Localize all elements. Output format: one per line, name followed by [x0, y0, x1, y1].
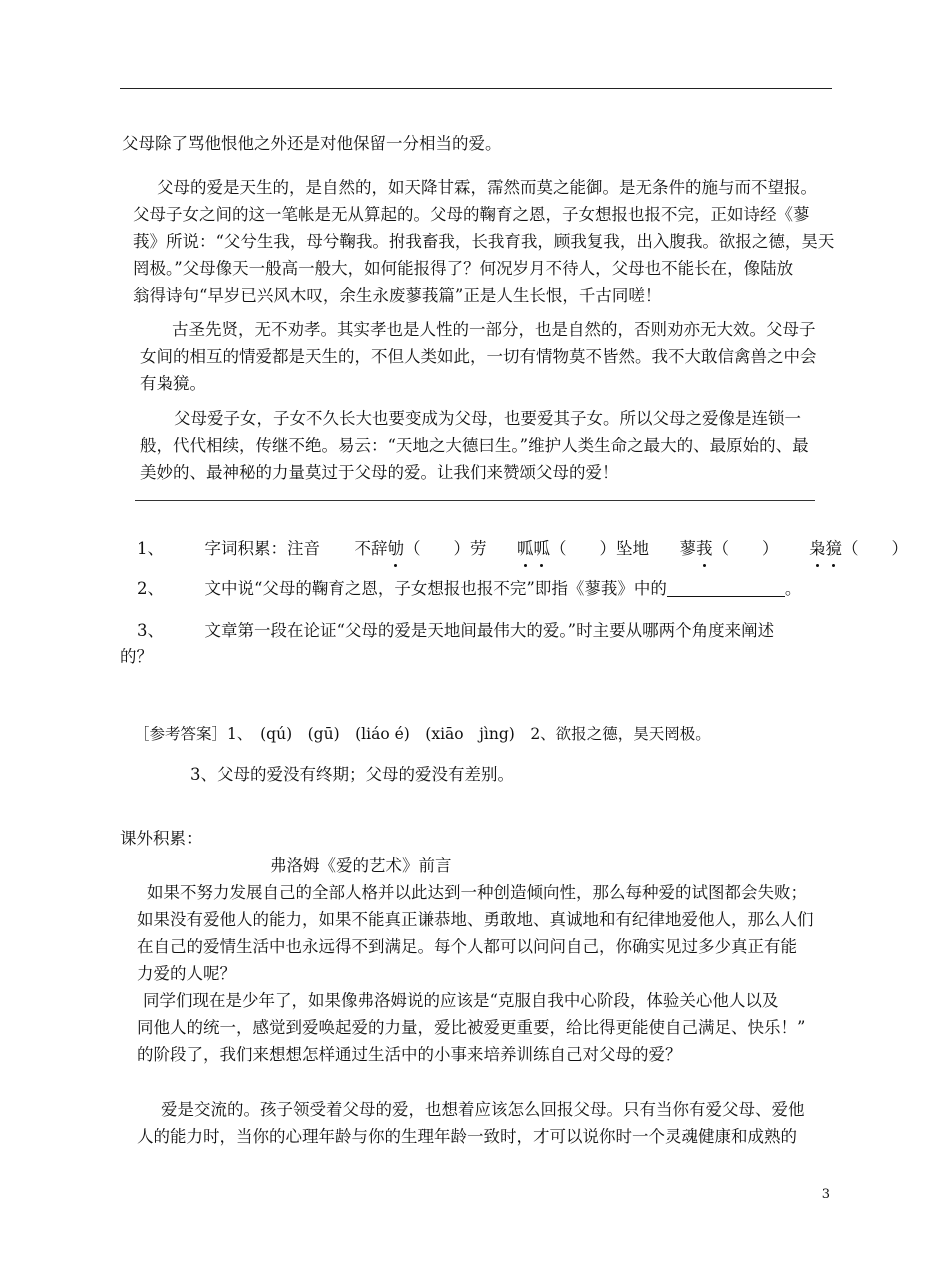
question-2 — [137, 576, 801, 602]
passage-p2-line: 女间的相互的情爱都是天生的，不但人类如此，一切有情物莫不皆然。我不大敢信禽兽之中会 — [140, 347, 817, 366]
extra-heading: 课外积累： — [120, 829, 203, 848]
extra-p1-line: 力爱的人呢？ — [137, 964, 236, 983]
word-text: 蓼 — [679, 539, 696, 558]
question-3 — [137, 618, 774, 644]
answer-blank-paren: （ ） — [842, 539, 908, 558]
passage-p2-line: 古圣先贤，无不劝孝。其实孝也是人性的一部分，也是自然的，否则劝亦无大效。父母子 — [172, 320, 816, 339]
dotted-char: 枭 — [809, 536, 826, 562]
reference-answer-line-2: 3、父母的爱没有终期；父母的爱没有差别。 — [190, 765, 514, 784]
extra-p2-line: 同学们现在是少年了，如果像弗洛姆说的应该是“克服自我中心阶段，体验关心他人以及 — [143, 991, 779, 1010]
extra-p2-line: 同他人的统一，感觉到爱唤起爱的力量，爱比被爱更重要，给比得更能使自己满足、快乐！” — [137, 1018, 806, 1037]
extra-p3-line: 人的能力时，当你的心理年龄与你的生理年龄一致时，才可以说你时一个灵魂健康和成熟的 — [137, 1127, 797, 1146]
dotted-char: 呱 — [534, 536, 551, 562]
fill-in-blank[interactable] — [667, 580, 785, 597]
passage-p2-line: 有枭獍。 — [140, 374, 206, 393]
question-1 — [137, 536, 908, 562]
answer-blank-paren: （ ）劳 — [404, 539, 487, 558]
dotted-char: 呱 — [517, 536, 534, 562]
answer-blank-paren: （ ）坠地 — [550, 539, 649, 558]
question-lead: 字词积累：注音 — [204, 539, 320, 558]
dotted-char: 獍 — [826, 536, 843, 562]
extra-paragraph-2 — [137, 987, 805, 1068]
question-3-continuation: 的？ — [120, 647, 153, 666]
question-number: 2、 — [137, 579, 164, 598]
page-number: 3 — [821, 1187, 830, 1202]
answer-blank-paren: （ ） — [712, 539, 779, 558]
extra-p3-line: 爱是交流的。孩子领受着父母的爱，也想着应该怎么回报父母。只有当你有爱父母、爱他 — [161, 1100, 805, 1119]
extra-paragraph-1 — [137, 879, 814, 987]
extra-p1-line: 在自己的爱情生活中也永远得不到满足。每个人都可以问问自己，你确实见过多少真正有能 — [137, 937, 797, 956]
word-text: 不辞 — [354, 539, 388, 558]
passage-paragraph-1 — [133, 174, 834, 309]
passage-p3-line: 般，代代相续，传继不绝。易云：“天地之大德曰生。”维护人类生命之最大的、最原始的、最 — [140, 436, 809, 455]
passage-paragraph-3 — [140, 405, 809, 486]
passage-p3-line: 父母爱子女，子女不久长大也要变成为父母，也要爱其子女。所以父母之爱像是连锁一 — [174, 409, 801, 428]
passage-line-0: 父母除了骂他恨他之外还是对他保留一分相当的爱。 — [122, 134, 502, 153]
passage-p1-line: 父母子女之间的这一笔帐是无从算起的。父母的鞠育之恩，子女想报也报不完，正如诗经《蓼 — [133, 205, 810, 224]
question-number: 1、 — [137, 539, 164, 558]
passage-p1-line: 翁得诗句“早岁已兴风木叹，余生永废蓼莪篇”正是人生长恨，千古同嗟！ — [133, 286, 662, 305]
passage-p1-line: 罔极。”父母像天一般高一般大，如何能报得了？何况岁月不待人，父母也不能长在，像陆放 — [133, 259, 794, 278]
extra-p1-line: 如果没有爱他人的能力，如果不能真正谦恭地、勇敢地、真诚地和有纪律地爱他人，那么人们 — [137, 910, 814, 929]
dotted-char: 劬 — [388, 536, 405, 562]
question-number: 3、 — [137, 621, 164, 640]
extra-paragraph-3 — [137, 1096, 805, 1150]
question-text: 文章第一段在论证“父母的爱是天地间最伟大的爱。”时主要从哪两个角度来阐述 — [204, 621, 775, 640]
header-rule — [120, 88, 832, 89]
dotted-char: 莪 — [696, 536, 713, 562]
extra-p1-line: 如果不努力发展自己的全部人格并以此达到一种创造倾向性，那么每种爱的试图都会失败； — [147, 883, 807, 902]
passage-paragraph-2 — [140, 316, 817, 397]
extra-subtitle: 弗洛姆《爱的艺术》前言 — [270, 856, 452, 875]
passage-p1-line: 父母的爱是天生的，是自然的，如天降甘霖，霈然而莫之能御。是无条件的施与而不望报。 — [157, 178, 817, 197]
reference-answer-line-1: ［参考答案］1、 (qú) (gū) (liáo é) (xiāo jìng) 2、欲报之德，昊天罔极。 — [134, 725, 711, 743]
question-text: 文中说“父母的鞠育之恩，子女想报也报不完”即指《蓼莪》中的 — [204, 579, 667, 598]
passage-p1-line: 莪》所说：“父兮生我，母兮鞠我。拊我畜我，长我育我，顾我复我，出入腹我。欲报之德，昊天 — [133, 232, 835, 251]
section-divider — [135, 500, 815, 501]
extra-p2-line: 的阶段了，我们来想想怎样通过生活中的小事来培养训练自己对父母的爱？ — [137, 1045, 682, 1064]
question-text-end: 。 — [784, 579, 802, 598]
passage-p3-line: 美妙的、最神秘的力量莫过于父母的爱。让我们来赞颂父母的爱！ — [140, 463, 619, 482]
